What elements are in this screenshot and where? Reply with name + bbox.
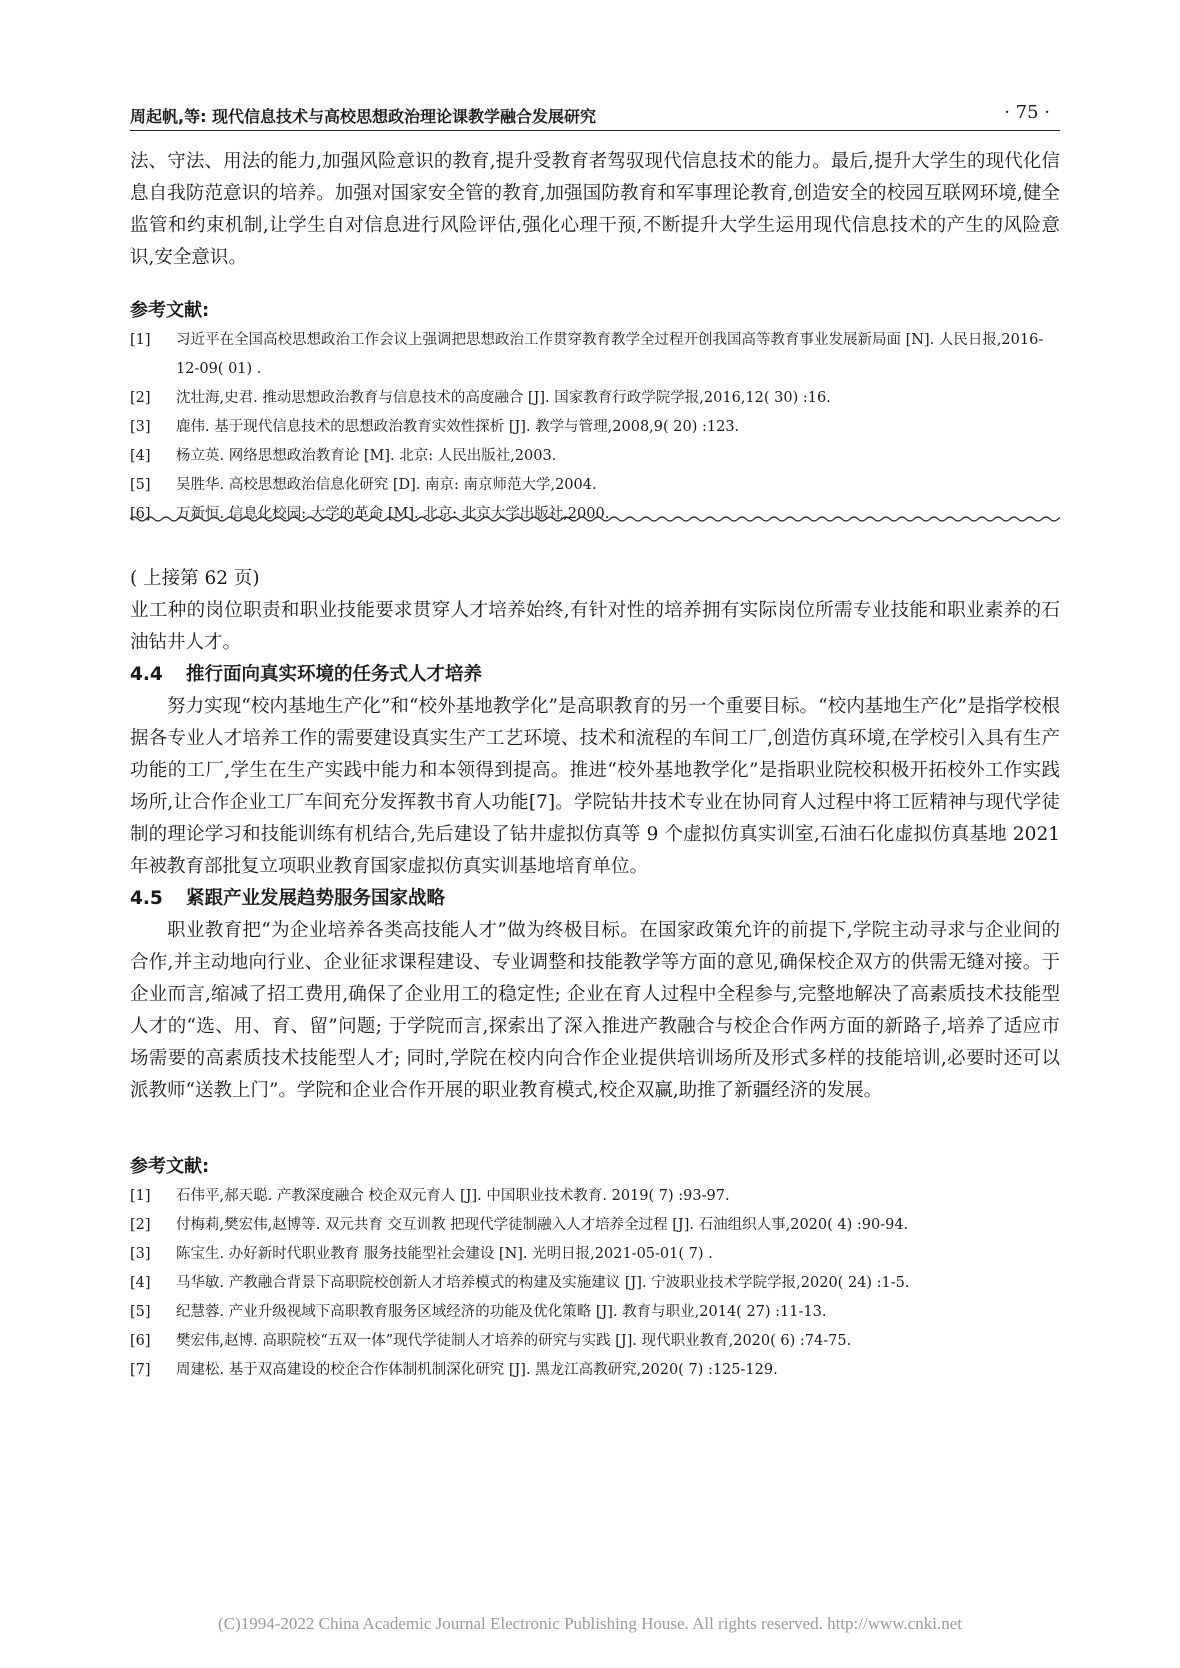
continued-note: ( 上接第 62 页) — [130, 568, 260, 589]
article1-body — [130, 146, 1060, 274]
reference-item — [130, 1356, 1060, 1385]
reference-text: 樊宏伟,赵博. 高职院校“五双一体”现代学徒制人才培养的研究与实践 [J]. 现代职业教育,2020( 6) :74-75. — [176, 1333, 852, 1349]
reference-number: [6] — [130, 1333, 151, 1349]
article2-references — [130, 1152, 1060, 1385]
references-heading: 参考文献: — [130, 300, 210, 321]
article2-intro: 业工种的岗位职责和职业技能要求贯穿人才培养始终,有针对性的培养拥有实际岗位所需专业技能和职业素养的石油钻井人才。 — [130, 600, 1060, 653]
reference-item — [130, 1269, 1060, 1298]
reference-text: 万新恒. 信息化校园: 大学的革命 [M]. 北京: 北京大学出版社,2000. — [176, 506, 610, 522]
reference-item — [130, 1298, 1060, 1327]
reference-item — [130, 1327, 1060, 1356]
reference-number: [3] — [130, 1246, 151, 1262]
reference-list — [130, 326, 1060, 529]
wavy-divider — [130, 514, 1060, 524]
reference-item — [130, 471, 1060, 500]
article1-paragraph: 法、守法、用法的能力,加强风险意识的教育,提升受教育者驾驭现代信息技术的能力。最后,提升大学生的现代化信息自我防范意识的培养。加强对国家安全管的教育,加强国防教育和军事理论教育,创造安全的校园互联网环境,健全监管和约束机制,让学生自对信息进行风险评估,强化心理干预,不断提升大学生运用现代信息技术的产生的风险意识,安全意识。 — [130, 151, 1060, 268]
section-4-4-paragraph: 努力实现“校内基地生产化”和“校外基地教学化”是高职教育的另一个重要目标。“校内基地生产化”是指学校根据各专业人才培养工作的需要建设真实生产工艺环境、技术和流程的车间工厂,创造仿真环境,在学校引入具有生产功能的工厂,学生在生产实践中能力和本领得到提高。推进“校外基地教学化”是指职业院校积极开拓校外工作实践场所,让合作企业工厂车间充分发挥教书育人功能[7]。学院钻井技术专业在协同育人过程中将工匠精神与现代学徒制的理论学习和技能训练有机结合,先后建设了钻井虚拟仿真等 9 个虚拟仿真实训室,石油石化虚拟仿真基地 2021 年被教育部批复立项职业教育国家虚拟仿真实训基地培育单位。 — [130, 696, 1060, 877]
reference-item — [130, 326, 1060, 384]
running-title: 周起帆,等: 现代信息技术与高校思想政治理论课教学融合发展研究 — [130, 107, 597, 126]
article2-body — [130, 563, 1060, 1107]
references-heading: 参考文献: — [130, 1156, 210, 1177]
reference-list — [130, 1182, 1060, 1385]
reference-number: [2] — [130, 1217, 151, 1233]
reference-number: [6] — [130, 506, 151, 522]
copyright-footer: (C)1994-2022 China Academic Journal Electronic Publishing House. All rights reserved. http://www.cnki.net — [218, 1614, 962, 1633]
reference-number: [4] — [130, 1275, 151, 1291]
reference-item — [130, 413, 1060, 442]
reference-text: 鹿伟. 基于现代信息技术的思想政治教育实效性探析 [J]. 教学与管理,2008,9( 20) :123. — [176, 419, 740, 435]
reference-number: [5] — [130, 477, 151, 493]
running-header — [130, 100, 1060, 131]
section-number: 4.5 — [130, 888, 163, 909]
reference-text: 周建松. 基于双高建设的校企合作体制机制深化研究 [J]. 黑龙江高教研究,2020( 7) :125-129. — [176, 1362, 778, 1378]
reference-text: 纪慧蓉. 产业升级视域下高职教育服务区域经济的功能及优化策略 [J]. 教育与职业,2014( 27) :11-13. — [176, 1304, 827, 1320]
section-4-5-heading — [130, 883, 1060, 915]
reference-number: [1] — [130, 1188, 151, 1204]
reference-text: 习近平在全国高校思想政治工作会议上强调把思想政治工作贯穿教育教学全过程开创我国高等教育事业发展新局面 [N]. 人民日报,2016-12-09( 01) . — [176, 332, 1044, 377]
page-number: · 75 · — [1004, 102, 1050, 123]
section-number: 4.4 — [130, 664, 163, 685]
section-4-5-paragraph: 职业教育把“为企业培养各类高技能人才”做为终极目标。在国家政策允许的前提下,学院主动寻求与企业间的合作,并主动地向行业、企业征求课程建设、专业调整和技能教学等方面的意见,确保校企双方的供需无缝对接。于企业而言,缩减了招工费用,确保了企业用工的稳定性; 企业在育人过程中全程参与,完整地解决了高素质技术技能型人才的“选、用、育、留”问题; 于学院而言,探索出了深入推进产教融合与校企合作两方面的新路子,培养了适应市场需要的高素质技术技能型人才; 同时,学院在校内向合作企业提供培训场所及形式多样的技能培训,必要时还可以派教师“送教上门”。学院和企业合作开展的职业教育模式,校企双赢,助推了新疆经济的发展。 — [130, 920, 1060, 1101]
section-title: 紧跟产业发展趋势服务国家战略 — [186, 888, 446, 909]
reference-text: 沈壮海,史君. 推动思想政治教育与信息技术的高度融合 [J]. 国家教育行政学院学报,2016,12( 30) :16. — [176, 390, 831, 406]
reference-item — [130, 384, 1060, 413]
reference-item — [130, 1211, 1060, 1240]
reference-item — [130, 1182, 1060, 1211]
reference-item — [130, 1240, 1060, 1269]
section-4-4-heading — [130, 659, 1060, 691]
reference-number: [1] — [130, 332, 151, 348]
section-title: 推行面向真实环境的任务式人才培养 — [186, 664, 483, 685]
reference-text: 石伟平,郝天聪. 产教深度融合 校企双元育人 [J]. 中国职业技术教育. 2019( 7) :93-97. — [176, 1188, 730, 1204]
reference-item — [130, 442, 1060, 471]
reference-text: 陈宝生. 办好新时代职业教育 服务技能型社会建设 [N]. 光明日报,2021-05-01( 7) . — [176, 1246, 713, 1262]
article1-references — [130, 296, 1060, 529]
reference-number: [5] — [130, 1304, 151, 1320]
reference-number: [7] — [130, 1362, 151, 1378]
reference-text: 马华敏. 产教融合背景下高职院校创新人才培养模式的构建及实施建议 [J]. 宁波职业技术学院学报,2020( 24) :1-5. — [176, 1275, 910, 1291]
reference-number: [3] — [130, 419, 151, 435]
reference-text: 付梅莉,樊宏伟,赵博等. 双元共育 交互训教 把现代学徒制融入人才培养全过程 [J]. 石油组织人事,2020( 4) :90-94. — [176, 1217, 909, 1233]
reference-text: 吴胜华. 高校思想政治信息化研究 [D]. 南京: 南京师范大学,2004. — [176, 477, 597, 493]
reference-number: [4] — [130, 448, 151, 464]
reference-number: [2] — [130, 390, 151, 406]
reference-text: 杨立英. 网络思想政治教育论 [M]. 北京: 人民出版社,2003. — [176, 448, 557, 464]
